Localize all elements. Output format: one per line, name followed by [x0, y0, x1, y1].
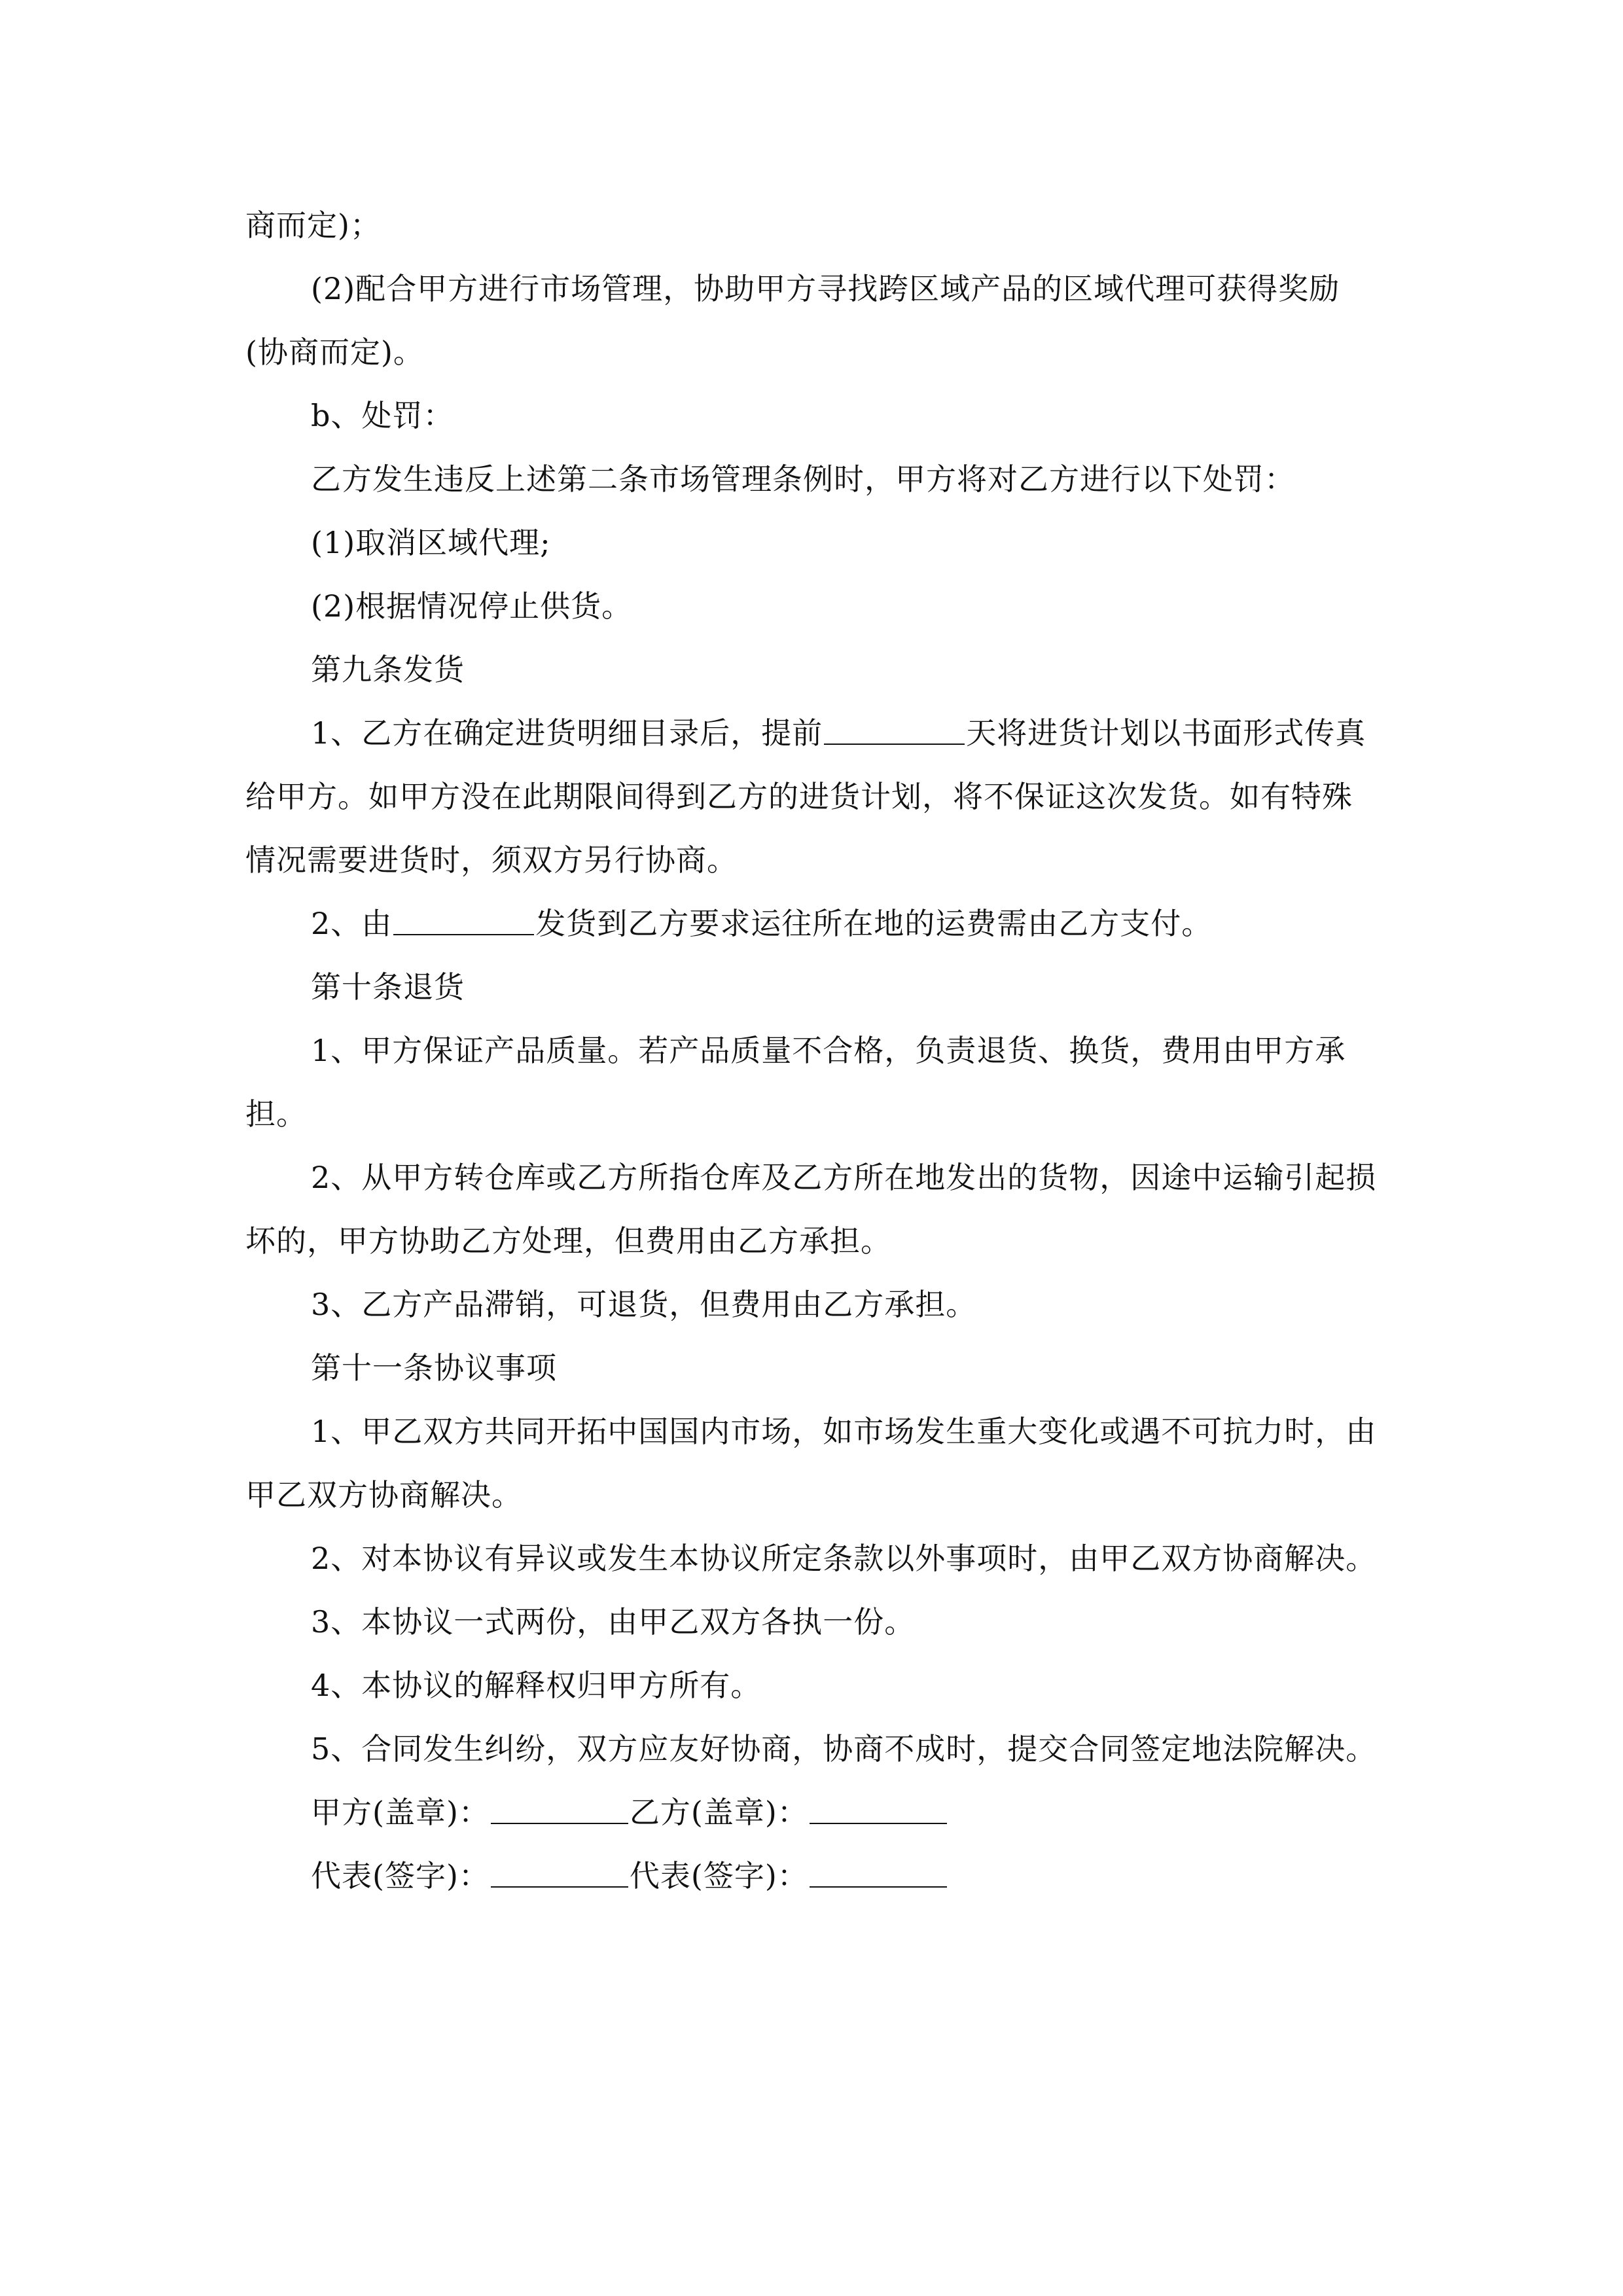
paragraph-penalty-intro: 乙方发生违反上述第二条市场管理条例时，甲方将对乙方进行以下处罚： [311, 461, 1295, 497]
signature-row [245, 1844, 1378, 1908]
delivery-2-before: 2、由 [311, 906, 393, 941]
article-10-heading: 第十条退货 [311, 969, 465, 1005]
days-blank [824, 715, 965, 745]
seal-row [245, 1781, 1378, 1844]
paragraph-penalty-heading: b、处罚： [311, 398, 454, 433]
paragraph-penalty-1: (1)取消区域代理; [311, 525, 551, 560]
rep-b-sign-label: 代表(签字)： [629, 1858, 808, 1893]
shipper-blank [393, 905, 534, 935]
paragraph-agreement-5: 5、合同发生纠纷，双方应友好协商，协商不成时，提交合同签定地法院解决。 [311, 1731, 1377, 1767]
party-b-seal-label: 乙方(盖章)： [629, 1795, 808, 1830]
paragraph-delivery-1 [245, 702, 1378, 892]
rep-a-sign-blank [491, 1857, 628, 1888]
paragraph-return-3: 3、乙方产品滞销，可退货，但费用由乙方承担。 [311, 1287, 977, 1322]
party-a-seal-blank [491, 1794, 628, 1824]
paragraph-delivery-2 [245, 892, 1378, 956]
paragraph-agreement-3: 3、本协议一式两份，由甲乙双方各执一份。 [311, 1604, 916, 1640]
paragraph-agreement-2: 2、对本协议有异议或发生本协议所定条款以外事项时，由甲乙双方协商解决。 [311, 1541, 1377, 1576]
rep-b-sign-blank [810, 1857, 947, 1888]
paragraph-agreement-1: 1、甲乙双方共同开拓中国国内市场，如市场发生重大变化或遇不可抗力时，由甲乙双方协商解决。 [245, 1414, 1377, 1513]
paragraph-return-1: 1、甲方保证产品质量。若产品质量不合格，负责退货、换货，费用由甲方承担。 [245, 1033, 1346, 1132]
paragraph-return-2: 2、从甲方转仓库或乙方所指仓库及乙方所在地发出的货物，因途中运输引起损坏的，甲方协助乙方处理，但费用由乙方承担。 [245, 1160, 1377, 1259]
paragraph-reward-2: (2)配合甲方进行市场管理，协助甲方寻找跨区域产品的区域代理可获得奖励(协商而定)。 [245, 271, 1340, 370]
party-a-seal-label: 甲方(盖章)： [311, 1795, 490, 1830]
article-9-heading: 第九条发货 [311, 652, 465, 687]
document-body [245, 194, 1378, 1908]
delivery-1-before: 1、乙方在确定进货明细目录后，提前 [311, 715, 823, 751]
paragraph-continuation: 商而定)； [245, 207, 381, 243]
party-b-seal-blank [810, 1794, 947, 1824]
article-11-heading: 第十一条协议事项 [311, 1350, 557, 1386]
delivery-2-after: 发货到乙方要求运往所在地的运费需由乙方支付。 [535, 906, 1213, 941]
rep-a-sign-label: 代表(签字)： [311, 1858, 490, 1893]
paragraph-agreement-4: 4、本协议的解释权归甲方所有。 [311, 1668, 762, 1703]
paragraph-penalty-2: (2)根据情况停止供货。 [311, 588, 633, 624]
delivery-1-after: 天将进货计划以书面形式传真给甲方。如甲方没在此期限间得到乙方的进货计划，将不保证这次发货。如有特殊情况需要进货时，须双方另行协商。 [245, 715, 1366, 878]
